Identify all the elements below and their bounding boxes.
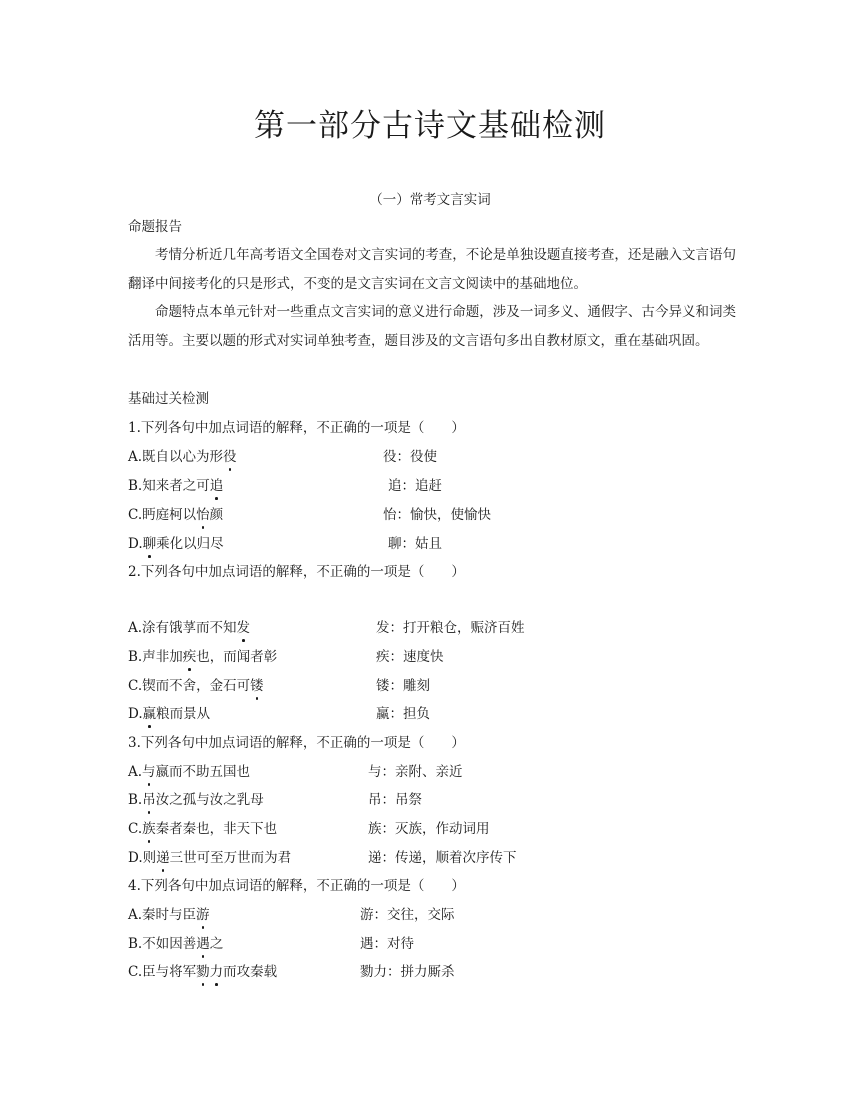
option-sentence — [128, 962, 277, 982]
emphasized-word — [250, 678, 264, 694]
option-text: B.知来者之可 — [128, 478, 210, 494]
emphasis-dot-char: 发 — [236, 620, 251, 636]
emphasis-dot-char: 聊 — [142, 536, 157, 552]
option-sentence — [128, 534, 224, 554]
option-sentence — [128, 848, 291, 868]
option-definition: 递：传递，顺着次序传下 — [368, 850, 517, 866]
emphasis-dot-char: 疾 — [182, 649, 197, 665]
option-text: 颜 — [209, 507, 224, 523]
option-definition: 赢：担负 — [376, 706, 430, 722]
option-text: 粮而景从 — [156, 706, 211, 722]
option-definition: 勠力：拼力厮杀 — [360, 964, 455, 980]
emphasized-word — [143, 706, 157, 722]
option-sentence — [128, 934, 223, 954]
option-text: C. — [128, 821, 143, 837]
emphasis-dot-char: 追 — [209, 478, 224, 494]
question-stem: 1.下列各句中加点词语的解释，不正确的一项是（ ） — [128, 420, 465, 436]
option-definition: 役：役使 — [383, 449, 437, 465]
emphasized-word — [142, 792, 156, 808]
emphasis-dot-char: 遇 — [196, 936, 210, 952]
question-stem: 2.下列各句中加点词语的解释，不正确的一项是（ ） — [128, 564, 465, 580]
section-subtitle: （一）常考文言实词 — [369, 192, 491, 208]
emphasized-word — [223, 449, 237, 465]
emphasized-word — [143, 536, 157, 552]
option-text: A.既自以心为形 — [128, 449, 224, 465]
emphasis-dot-char: 吊 — [142, 792, 156, 808]
emphasis-dot-char: 族 — [142, 821, 156, 837]
emphasis-dot-char: 递 — [156, 850, 170, 866]
option-sentence — [128, 447, 237, 467]
option-text: 之 — [209, 936, 224, 952]
emphasized-word — [142, 821, 156, 837]
emphasized-word — [196, 507, 210, 523]
option-sentence — [128, 819, 277, 839]
option-definition: 聊：姑且 — [388, 536, 442, 552]
emphasis-dot-char: 勠 — [196, 964, 210, 980]
option-sentence — [128, 704, 210, 724]
option-definition: 怡：愉快，使愉快 — [383, 507, 491, 523]
check-heading: 基础过关检测 — [128, 391, 209, 407]
option-text: 也，而闻者彰 — [196, 649, 278, 665]
emphasized-word — [210, 478, 224, 494]
emphasized-word — [142, 764, 156, 780]
option-text: A.秦时与臣 — [128, 907, 197, 923]
option-text: D. — [128, 536, 143, 552]
option-text: A. — [128, 764, 143, 780]
option-definition: 发：打开粮仓，赈济百姓 — [376, 620, 525, 636]
option-text: C.臣与将军 — [128, 964, 197, 980]
emphasized-word — [156, 850, 170, 866]
option-definition: 追：追赶 — [388, 478, 442, 494]
emphasis-dot-char: 役 — [223, 449, 237, 465]
option-sentence — [128, 790, 264, 810]
emphasis-dot-char: 力 — [209, 964, 224, 980]
option-text: B.声非加 — [128, 649, 183, 665]
option-text: B.不如因善 — [128, 936, 197, 952]
emphasized-word — [237, 620, 251, 636]
option-sentence — [128, 905, 210, 925]
question-stem: 3.下列各句中加点词语的解释，不正确的一项是（ ） — [128, 735, 465, 751]
emphasis-dot-char: 与 — [142, 764, 156, 780]
option-text: 汝之孤与汝之乳母 — [155, 792, 264, 808]
emphasized-word — [196, 936, 210, 952]
report-paragraph-1: 考情分析近几年高考语文全国卷对文言实词的考查，不论是单独设题直接考查，还是融入文言语句翻译中间接考化的只是形式，不变的是文言实词在文言文阅读中的基础地位。 — [128, 247, 736, 292]
option-text: 而攻秦载 — [223, 964, 278, 980]
emphasized-word — [196, 964, 223, 980]
option-text: 秦者秦也，非天下也 — [155, 821, 278, 837]
option-sentence — [128, 476, 223, 496]
option-sentence — [128, 676, 264, 696]
option-text: B. — [128, 792, 143, 808]
option-text: C.眄庭柯以 — [128, 507, 197, 523]
option-text: 嬴而不助五国也 — [155, 764, 251, 780]
option-definition: 游：交往，交际 — [360, 907, 455, 923]
emphasis-dot-char: 赢 — [142, 706, 157, 722]
option-text: C.锲而不舍，金石可 — [128, 678, 251, 694]
option-sentence — [128, 647, 277, 667]
option-text: A.涂有饿莩而不知 — [128, 620, 237, 636]
option-definition: 遇：对待 — [360, 936, 414, 952]
option-text: 三世可至万世而为君 — [169, 850, 292, 866]
report-heading: 命题报告 — [128, 219, 182, 235]
option-sentence — [128, 762, 250, 782]
emphasis-dot-char: 镂 — [250, 678, 264, 694]
option-definition: 镂：雕刻 — [376, 678, 430, 694]
option-text: 乘化以归尽 — [156, 536, 224, 552]
option-definition: 族：灭族，作动词用 — [368, 821, 490, 837]
option-definition: 与：亲附、亲近 — [368, 764, 463, 780]
emphasized-word — [183, 649, 197, 665]
report-paragraph-2: 命题特点本单元针对一些重点文言实词的意义进行命题，涉及一词多义、通假字、古今异义和词类活用等。主要以题的形式对实词单独考查，题目涉及的文言语句多出自教材原文，重在基础巩固。 — [128, 304, 736, 349]
question-stem: 4.下列各句中加点词语的解释，不正确的一项是（ ） — [128, 878, 465, 894]
option-sentence — [128, 505, 223, 525]
emphasis-dot-char: 怡 — [196, 507, 210, 523]
option-definition: 疾：速度快 — [376, 649, 444, 665]
option-text: D.则 — [128, 850, 157, 866]
emphasis-dot-char: 游 — [196, 907, 210, 923]
option-sentence — [128, 618, 250, 638]
option-text: D. — [128, 706, 143, 722]
emphasized-word — [196, 907, 210, 923]
page-title: 第一部分古诗文基础检测 — [254, 108, 606, 144]
option-definition: 吊：吊祭 — [368, 792, 422, 808]
